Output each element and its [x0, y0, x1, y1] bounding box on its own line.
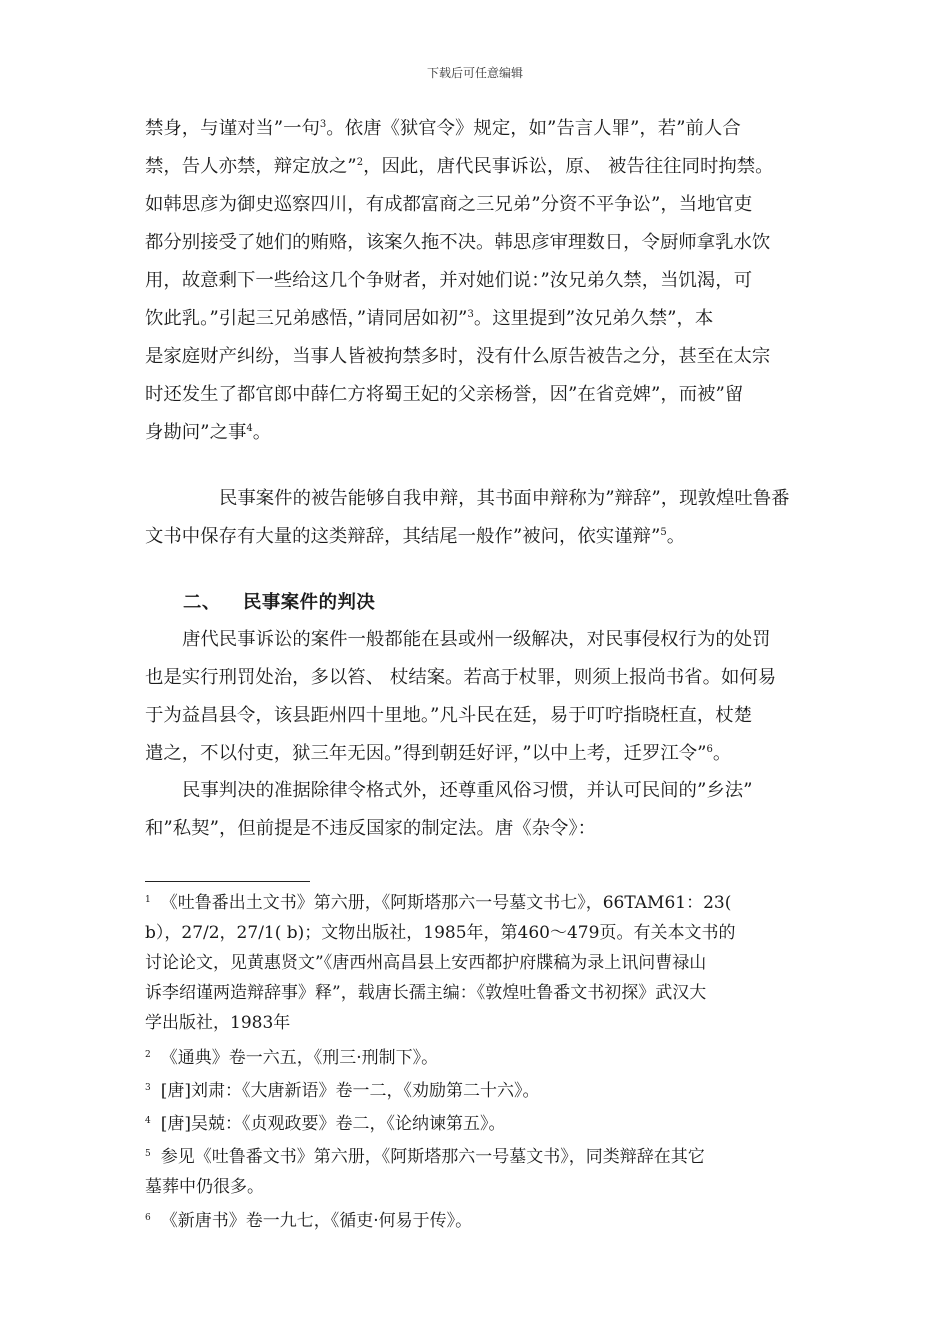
- footnote-ref[interactable]: 6: [706, 744, 713, 755]
- section-number: 二、: [183, 592, 221, 613]
- footnote-4: [145, 1109, 825, 1139]
- text-line: 和”私契”，但前提是不违反国家的制定法。唐《杂令》：: [145, 818, 596, 839]
- footnote-ref[interactable]: 3: [467, 309, 474, 320]
- footnote-line: $^5$ 参见《吐鲁番文书》第六册，《阿斯塔那六一号墓文书》，同类辩辞在其它: [145, 1147, 705, 1167]
- footnote-ref[interactable]: 4: [246, 423, 253, 434]
- footnote-ref[interactable]: 3: [319, 119, 327, 130]
- text-line: 民事案件的被告能够自我申辩，其书面申辩称为”辩辞”，现敦煌吐鲁番: [219, 488, 790, 509]
- footnote-line: $^6$ 《新唐书》卷一九七，《循吏·何易于传》。: [145, 1211, 473, 1231]
- section-heading: [183, 588, 375, 614]
- footnote-number: 4: [145, 1116, 151, 1126]
- footnote-number: 5: [145, 1149, 151, 1159]
- footnote-5: [145, 1142, 825, 1202]
- paragraph-3: [145, 621, 825, 773]
- footnote-line: b），27/2，27/1( b)；文物出版社，1985年，第460～479页。有关本文书的: [145, 923, 736, 943]
- footnote-line: $^1$ 《吐鲁番出土文书》第六册，《阿斯塔那六一号墓文书七》，66TAM61：23(: [145, 893, 732, 913]
- footnote-number: 1: [145, 895, 151, 905]
- footnote-ref[interactable]: 2: [356, 157, 364, 168]
- text-line: 遣之，不以付吏，狱三年无因。”得到朝廷好评，”以中上考，迁罗江令”$^6$。: [145, 743, 732, 764]
- footnote-2: [145, 1043, 825, 1073]
- footnote-number: 6: [145, 1213, 151, 1223]
- text-line: 如韩思彦为御史巡察四川，有成都富商之三兄弟”分资不平争讼”，当地官吏: [145, 194, 753, 215]
- text-line: 都分别接受了她们的贿赂，该案久拖不决。韩思彦审理数日，令厨师拿乳水饮: [145, 232, 771, 253]
- footnote-line: $^2$ 《通典》卷一六五，《刑三·刑制下》。: [145, 1048, 439, 1068]
- text-line: 于为益昌县令，该县距州四十里地。”凡斗民在廷，易于叮咛指晓枉直，杖楚: [145, 705, 753, 726]
- footnote-number: 2: [145, 1050, 151, 1060]
- text-line: 民事判决的准据除律令格式外，还尊重风俗习惯，并认可民间的”乡法”: [182, 780, 753, 801]
- footnote-line: 学出版社，1983年: [145, 1013, 291, 1033]
- footnote-6: [145, 1206, 825, 1236]
- paragraph-2: [145, 480, 825, 556]
- text-line: 禁，告人亦禁，辩定放之”$^2$，因此，唐代民事诉讼，原、 被告往往同时拘禁。: [145, 156, 774, 177]
- text-line: 唐代民事诉讼的案件一般都能在县或州一级解决，对民事侵权行为的处罚: [182, 629, 771, 650]
- footnote-3: [145, 1076, 825, 1106]
- text-line: 也是实行刑罚处治，多以笞、 杖结案。若高于杖罪，则须上报尚书省。如何易: [145, 667, 777, 688]
- text-line: 是家庭财产纠纷，当事人皆被拘禁多时，没有什么原告被告之分，甚至在太宗: [145, 346, 771, 367]
- footnote-number: 3: [145, 1083, 151, 1093]
- footnote-line: 墓葬中仍很多。: [145, 1177, 264, 1197]
- text-line: 用，故意剩下一些给这几个争财者，并对她们说：”汝兄弟久禁，当饥渴，可: [145, 270, 753, 291]
- paragraph-4: [145, 772, 825, 848]
- text-line: 身勘问”之事$^4$。: [145, 422, 272, 443]
- footnote-line: 诉李绍谨两造辩辞事》释”，载唐长孺主编：《敦煌吐鲁番文书初探》武汉大: [145, 983, 707, 1003]
- text-line: 饮此乳。”引起三兄弟感悟，”请同居如初”$^3$。这里提到”汝兄弟久禁”，本: [145, 308, 714, 329]
- footnote-separator: [145, 881, 310, 882]
- paragraph-1: [145, 110, 825, 452]
- footnote-line: 讨论论文，见黄惠贤文”《唐西州高昌县上安西都护府牒稿为录上讯问曹禄山: [145, 953, 707, 973]
- text-line: 禁身，与谨对当”一句$^3$。依唐《狱官令》规定，如”告言人罪”，若”前人合: [145, 118, 741, 139]
- section-title: 民事案件的判决: [243, 592, 376, 613]
- footnote-line: $^4$ [唐]吴兢：《贞观政要》卷二，《论纳谏第五》。: [145, 1114, 506, 1134]
- text-line: 时还发生了都官郎中薛仁方将蜀王妃的父亲杨誉，因”在省竞婢”，而被”留: [145, 384, 744, 405]
- text-line: 文书中保存有大量的这类辩辞，其结尾一般作”被问，依实谨辩”$^5$。: [145, 526, 686, 547]
- footnote-1: [145, 888, 825, 1038]
- footnote-ref[interactable]: 5: [660, 527, 667, 538]
- footnote-line: $^3$ [唐]刘肃：《大唐新语》卷一二，《劝励第二十六》。: [145, 1081, 540, 1101]
- page-header: 下载后可任意编辑: [426, 66, 523, 80]
